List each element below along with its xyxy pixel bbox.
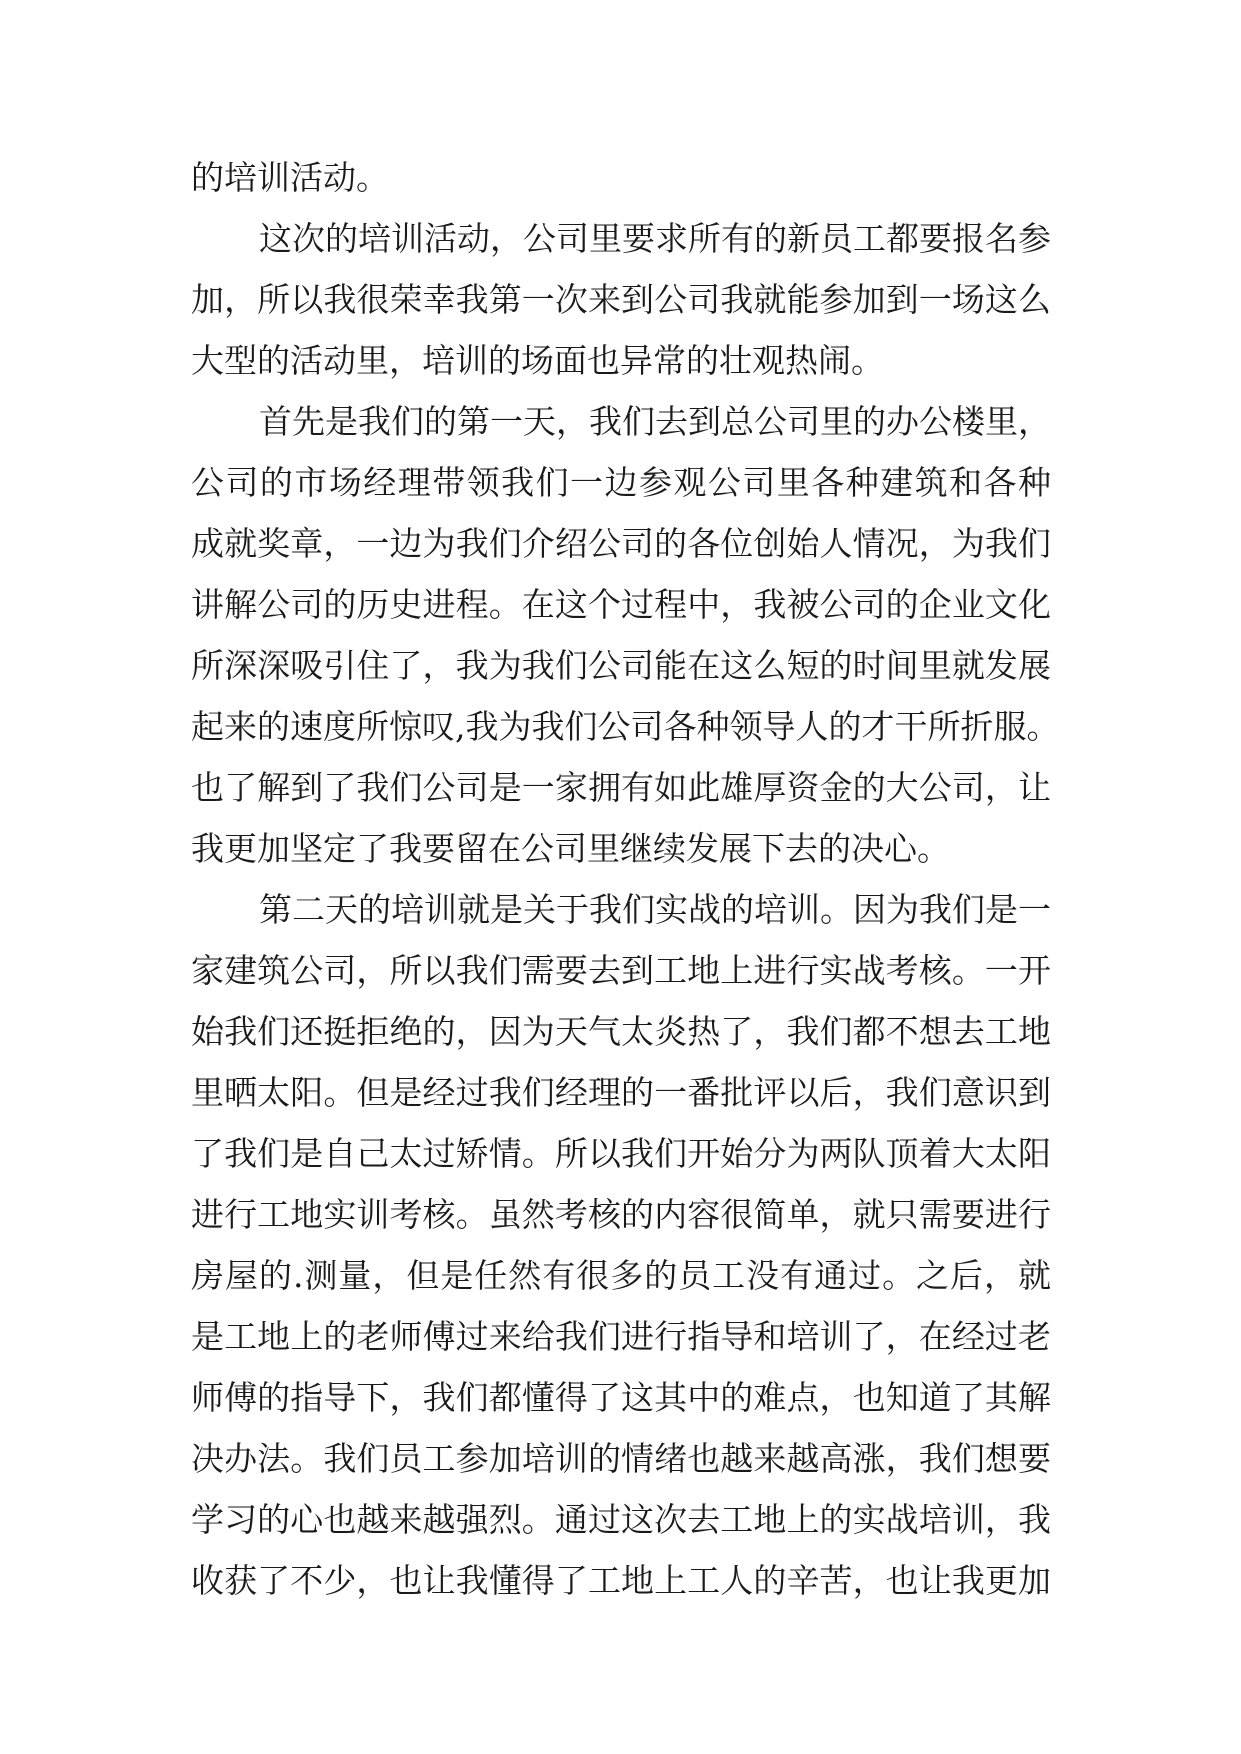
text-line: 讲解公司的历史进程。在这个过程中，我被公司的企业文化 bbox=[191, 585, 1051, 624]
text-line: 公司的市场经理带领我们一边参观公司里各种建筑和各种 bbox=[191, 463, 1051, 502]
text-line: 加，所以我很荣幸我第一次来到公司我就能参加到一场这么 bbox=[191, 280, 1051, 319]
text-line: 里晒太阳。但是经过我们经理的一番批评以后，我们意识到 bbox=[191, 1073, 1051, 1112]
text-line: 首先是我们的第一天，我们去到总公司里的办公楼里， bbox=[259, 402, 1051, 441]
text-line: 师傅的指导下，我们都懂得了这其中的难点，也知道了其解 bbox=[191, 1378, 1051, 1417]
text-line: 学习的心也越来越强烈。通过这次去工地上的实战培训，我 bbox=[191, 1500, 1051, 1539]
text-line: 收获了不少，也让我懂得了工地上工人的辛苦，也让我更加 bbox=[191, 1561, 1051, 1600]
paragraph bbox=[191, 391, 1060, 879]
text-line: 始我们还挺拒绝的，因为天气太炎热了，我们都不想去工地 bbox=[191, 1012, 1051, 1051]
text-line: 起来的速度所惊叹,我为我们公司各种领导人的才干所折服。 bbox=[191, 707, 1060, 746]
text-line: 房屋的.测量，但是任然有很多的员工没有通过。之后，就 bbox=[191, 1256, 1051, 1295]
text-line: 大型的活动里，培训的场面也异常的壮观热闹。 bbox=[191, 341, 884, 380]
text-line: 的培训活动。 bbox=[191, 158, 389, 197]
paragraph bbox=[191, 147, 1051, 208]
text-line: 这次的培训活动，公司里要求所有的新员工都要报名参 bbox=[259, 219, 1051, 258]
text-line: 第二天的培训就是关于我们实战的培训。因为我们是一 bbox=[259, 890, 1051, 929]
text-line: 是工地上的老师傅过来给我们进行指导和培训了，在经过老 bbox=[191, 1317, 1051, 1356]
text-line: 进行工地实训考核。虽然考核的内容很简单，就只需要进行 bbox=[191, 1195, 1051, 1234]
text-line: 成就奖章，一边为我们介绍公司的各位创始人情况，为我们 bbox=[191, 524, 1051, 563]
paragraph bbox=[191, 879, 1051, 1611]
text-line: 所深深吸引住了，我为我们公司能在这么短的时间里就发展 bbox=[191, 646, 1051, 685]
text-line: 也了解到了我们公司是一家拥有如此雄厚资金的大公司，让 bbox=[191, 768, 1051, 807]
text-line: 我更加坚定了我要留在公司里继续发展下去的决心。 bbox=[191, 829, 950, 868]
text-line: 决办法。我们员工参加培训的情绪也越来越高涨，我们想要 bbox=[191, 1439, 1051, 1478]
paragraph bbox=[191, 208, 1051, 391]
body-text bbox=[191, 147, 1060, 1611]
text-line: 了我们是自己太过矫情。所以我们开始分为两队顶着大太阳 bbox=[191, 1134, 1051, 1173]
text-line: 家建筑公司，所以我们需要去到工地上进行实战考核。一开 bbox=[191, 951, 1051, 990]
